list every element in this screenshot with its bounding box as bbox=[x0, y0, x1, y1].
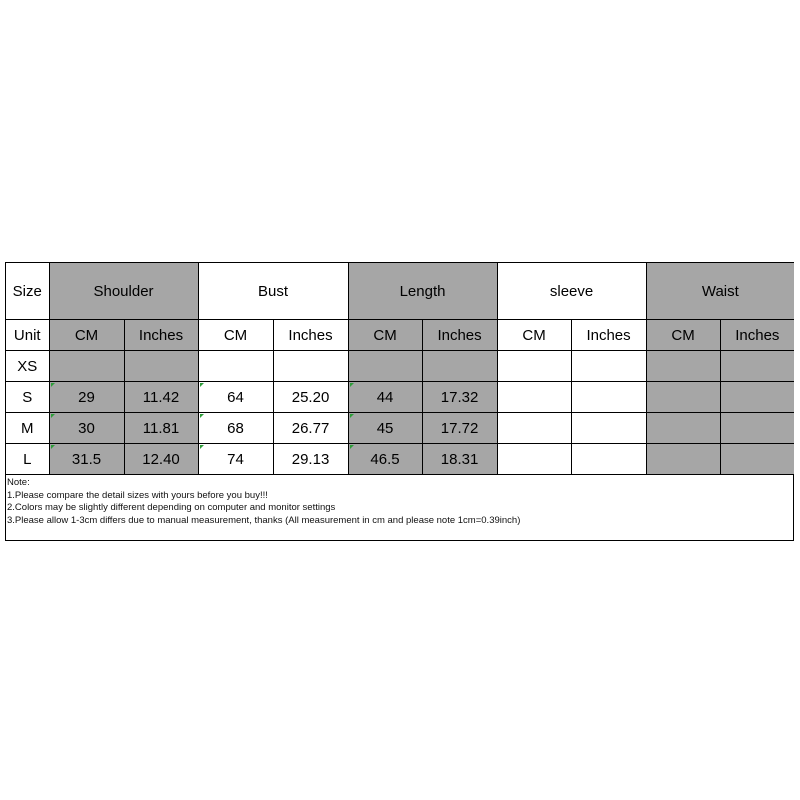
table-row-l bbox=[6, 444, 794, 475]
value-cell: 30 bbox=[49, 413, 124, 444]
unit-cell: Inches bbox=[571, 320, 646, 351]
waist-header: Waist bbox=[646, 263, 794, 320]
notes-section bbox=[6, 475, 793, 527]
value-cell bbox=[497, 444, 571, 475]
value-cell bbox=[720, 413, 794, 444]
value-cell bbox=[646, 444, 720, 475]
value-cell bbox=[422, 351, 497, 382]
sleeve-header: sleeve bbox=[497, 263, 646, 320]
value-cell: 17.32 bbox=[422, 382, 497, 413]
unit-cell: Inches bbox=[124, 320, 198, 351]
unit-cell: CM bbox=[348, 320, 422, 351]
header-row bbox=[6, 263, 794, 320]
unit-cell: CM bbox=[198, 320, 273, 351]
unit-cell: Inches bbox=[273, 320, 348, 351]
value-cell bbox=[497, 351, 571, 382]
value-cell bbox=[720, 444, 794, 475]
value-cell bbox=[571, 351, 646, 382]
value-cell: 74 bbox=[198, 444, 273, 475]
value-cell: 26.77 bbox=[273, 413, 348, 444]
value-cell: 18.31 bbox=[422, 444, 497, 475]
size-cell: L bbox=[6, 444, 49, 475]
table-row-s bbox=[6, 382, 794, 413]
note-line: 1.Please compare the detail sizes with yours before you buy!!! bbox=[7, 489, 268, 501]
note-line: 3.Please allow 1-3cm differs due to manual measurement, thanks (All measurement in cm and please note 1cm=0.39inch) bbox=[7, 514, 521, 526]
value-cell bbox=[124, 351, 198, 382]
unit-cell: Inches bbox=[720, 320, 794, 351]
value-cell: 31.5 bbox=[49, 444, 124, 475]
value-cell bbox=[720, 382, 794, 413]
value-cell bbox=[646, 382, 720, 413]
size-table bbox=[6, 263, 794, 475]
value-cell: 29.13 bbox=[273, 444, 348, 475]
value-cell bbox=[49, 351, 124, 382]
value-cell: 12.40 bbox=[124, 444, 198, 475]
length-header: Length bbox=[348, 263, 497, 320]
table-row-xs bbox=[6, 351, 794, 382]
value-cell: 64 bbox=[198, 382, 273, 413]
unit-cell: CM bbox=[646, 320, 720, 351]
value-cell bbox=[497, 382, 571, 413]
table-row-m bbox=[6, 413, 794, 444]
value-cell: 44 bbox=[348, 382, 422, 413]
value-cell: 29 bbox=[49, 382, 124, 413]
size-chart bbox=[5, 262, 794, 541]
size-cell: S bbox=[6, 382, 49, 413]
value-cell bbox=[198, 351, 273, 382]
size-cell: XS bbox=[6, 351, 49, 382]
value-cell bbox=[720, 351, 794, 382]
value-cell: 11.42 bbox=[124, 382, 198, 413]
value-cell bbox=[497, 413, 571, 444]
value-cell bbox=[571, 382, 646, 413]
unit-row bbox=[6, 320, 794, 351]
value-cell bbox=[348, 351, 422, 382]
shoulder-header: Shoulder bbox=[49, 263, 198, 320]
value-cell bbox=[646, 351, 720, 382]
value-cell: 68 bbox=[198, 413, 273, 444]
unit-cell: CM bbox=[49, 320, 124, 351]
value-cell: 45 bbox=[348, 413, 422, 444]
bust-header: Bust bbox=[198, 263, 348, 320]
unit-cell: Inches bbox=[422, 320, 497, 351]
value-cell bbox=[273, 351, 348, 382]
notes-title: Note: bbox=[7, 477, 30, 488]
value-cell bbox=[571, 413, 646, 444]
unit-header: Unit bbox=[6, 320, 49, 351]
unit-cell: CM bbox=[497, 320, 571, 351]
value-cell: 46.5 bbox=[348, 444, 422, 475]
value-cell: 11.81 bbox=[124, 413, 198, 444]
size-header: Size bbox=[6, 263, 49, 320]
value-cell bbox=[571, 444, 646, 475]
value-cell: 25.20 bbox=[273, 382, 348, 413]
note-line: 2.Colors may be slightly different depending on computer and monitor settings bbox=[7, 502, 336, 513]
value-cell bbox=[646, 413, 720, 444]
size-cell: M bbox=[6, 413, 49, 444]
value-cell: 17.72 bbox=[422, 413, 497, 444]
